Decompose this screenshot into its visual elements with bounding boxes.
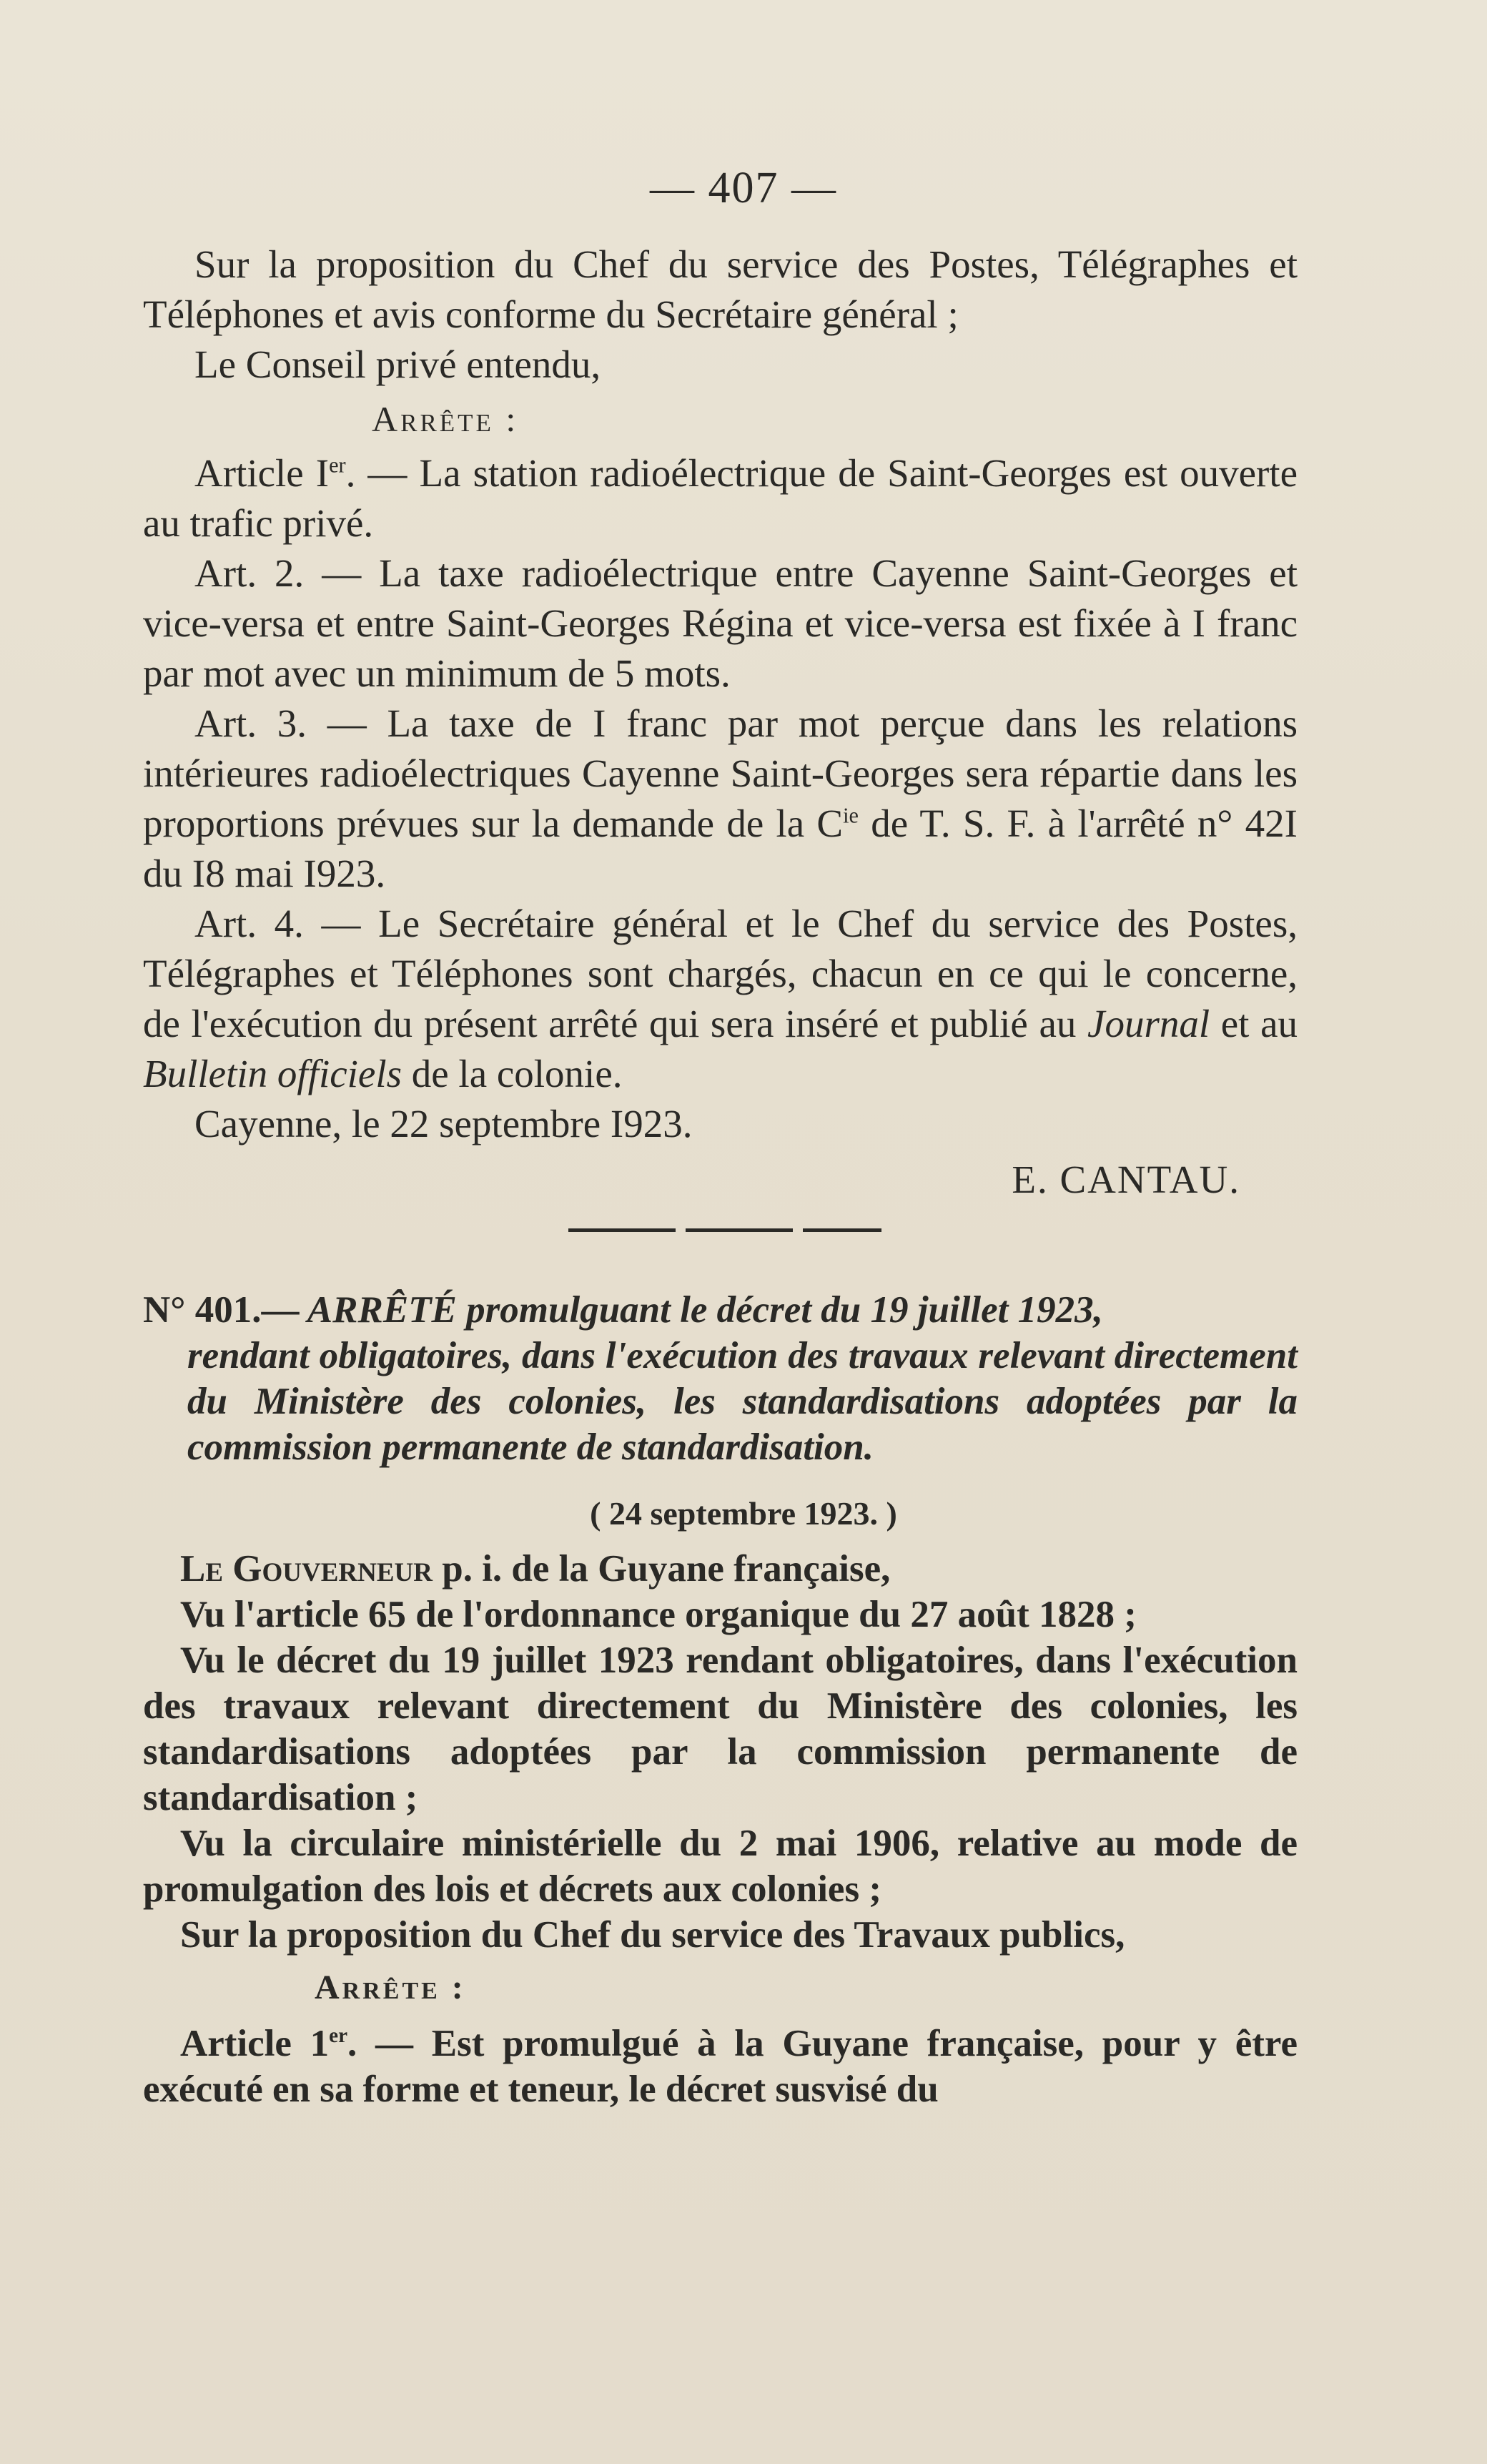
divider-segment (686, 1228, 793, 1232)
article-3-text-b: de T. S. F. à l'arrêté n° 42I du I8 mai I923. (143, 802, 1298, 895)
article-4-text-b: et au (1210, 1002, 1298, 1045)
article-1-sup: er (329, 453, 346, 478)
paragraph-sur-proposition: Sur la proposition du Chef du service des Travaux publics, (180, 1914, 1125, 1956)
article-1-label-2: Article 1 (180, 2023, 330, 2064)
paragraph-vu-decret: Vu le décret du 19 juillet 1923 rendant obligatoires, dans l'exécution des travaux relevant directement du Ministère des colonies, les standardisations adoptées par la commission permanente de standardisation ; (143, 1640, 1298, 1818)
article-1-text: . — La station radioélectrique de Saint-Georges est ouverte au trafic privé. (143, 451, 1298, 545)
article-4-journal: Journal (1087, 1002, 1210, 1045)
page-number: — 407 — (650, 164, 837, 212)
paragraph-vu-circulaire: Vu la circulaire ministérielle du 2 mai 1906, relative au mode de promulgation des lois et décrets aux colonies ; (143, 1823, 1298, 1910)
signature: E. CANTAU. (1012, 1158, 1240, 1201)
article-4-text-c: de la colonie. (402, 1052, 623, 1095)
article-1-promulgation (143, 2021, 1298, 2112)
article-3 (143, 699, 1298, 899)
gouverneur-title: Le Gouverneur (180, 1548, 433, 1590)
decree-title (143, 1287, 1298, 1470)
article-4-text-a: Art. 4. — Le Secrétaire général et le Chef du service des Postes, Télégraphes et Téléphones sont chargés, chacun en ce qui le concerne, de l'exécution du présent arrêté qui sera inséré et publié au (143, 902, 1298, 1045)
decree-number: N° 401.— (143, 1289, 300, 1331)
article-2: Art. 2. — La taxe radioélectrique entre Cayenne Saint-Georges et vice-versa et entre Saint-Georges Régina et vice-versa est fixée à I franc par mot avec un minimum de 5 mots. (143, 551, 1298, 695)
section-divider (568, 1228, 881, 1233)
article-3-sup: ie (843, 803, 859, 828)
article-1-sup-2: er (329, 2024, 348, 2048)
gouverneur-rest: p. i. de la Guyane française, (432, 1548, 891, 1590)
article-4-bulletin: Bulletin officiels (143, 1052, 402, 1095)
heading-arrete-2: Arrête : (315, 1968, 466, 2006)
paragraph-proposition: Sur la proposition du Chef du service des Postes, Télégraphes et Téléphones et avis conforme du Secrétaire général ; (143, 242, 1298, 336)
article-1 (143, 448, 1298, 548)
article-4 (143, 899, 1298, 1099)
divider-segment (568, 1228, 676, 1232)
decree-date: ( 24 septembre 1923. ) (590, 1495, 897, 1532)
arrete-section-1 (143, 240, 1298, 1205)
decree-title-continuation: rendant obligatoires, dans l'exécution des travaux relevant directement du Ministère des colonies, les standardisations adoptées par la commission permanente de standardisation. (187, 1335, 1298, 1468)
decree-title-start: ARRÊTÉ promulguant le décret du 19 juillet 1923, (299, 1289, 1103, 1331)
article-3-text-a: Art. 3. — La taxe de I franc par mot perçue dans les relations intérieures radioélectriques Cayenne Saint-Georges sera répartie dans les proportions prévues sur la demande de la C (143, 701, 1298, 845)
article-1-text-2: . — Est promulgué à la Guyane française, pour y être exécuté en sa forme et teneur, le décret susvisé du (143, 2023, 1298, 2110)
arrete-section-2 (143, 1546, 1298, 2112)
heading-arrete: Arrête : (372, 399, 519, 439)
paragraph-gouverneur (143, 1546, 1298, 1592)
place-date: Cayenne, le 22 septembre I923. (194, 1102, 693, 1145)
divider-segment (803, 1228, 881, 1232)
article-1-label: Article I (194, 451, 330, 495)
paragraph-vu-article: Vu l'article 65 de l'ordonnance organique du 27 août 1828 ; (180, 1594, 1137, 1635)
paragraph-conseil: Le Conseil privé entendu, (194, 343, 601, 386)
